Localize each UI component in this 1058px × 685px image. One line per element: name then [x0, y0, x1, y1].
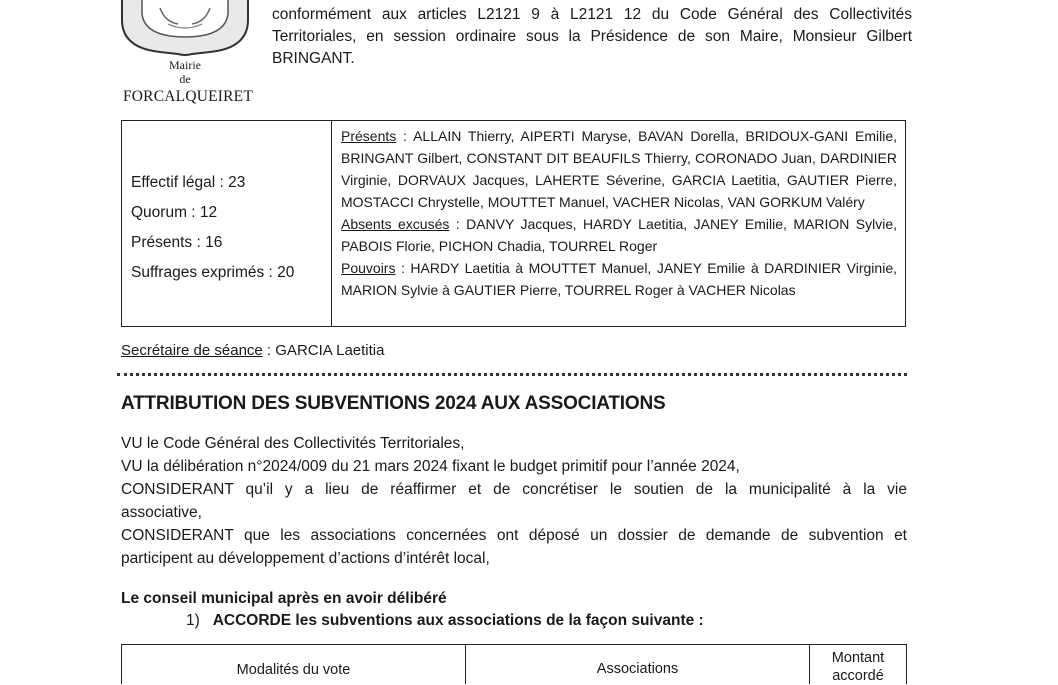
- vu-cgct: VU le Code Général des Collectivités Territoriales,: [121, 435, 465, 452]
- accorde-rest: les subventions aux associations de la façon suivante :: [291, 612, 704, 629]
- secretaire-de-seance: [121, 342, 385, 359]
- pouvoirs-list: : HARDY Laetitia à MOUTTET Manuel, JANEY Emilie à DARDINIER Virginie, MARION Sylvie à GAUTIER Pierre, TOURREL Roger à VACHER Nicolas: [341, 260, 897, 298]
- conseil-deliberation: Le conseil municipal après en avoir délibéré: [121, 590, 447, 607]
- accorde-number: 1): [186, 612, 200, 629]
- deliberation-title: ATTRIBUTION DES SUBVENTIONS 2024 AUX ASSOCIATIONS: [121, 393, 666, 414]
- considerant-1-line-2: associative,: [121, 504, 202, 521]
- votes-table: [121, 644, 907, 684]
- header-modalites: Modalités du vote: [122, 645, 466, 684]
- commune-crest: [120, 0, 250, 56]
- suffrages-exprimes: Suffrages exprimés : 20: [131, 264, 295, 281]
- considerants: [121, 432, 907, 570]
- header-associations: Associations: [466, 645, 810, 684]
- absents-paragraph: [341, 213, 897, 257]
- intro-paragraph: conformément aux articles L2121 9 à L2121 12 du Code Général des Collectivités Territoriales, en session ordinaire sous la Présidence de son Maire, Monsieur Gilbert BRINGANT.: [272, 6, 912, 67]
- mairie-label: Mairie de: [169, 58, 201, 86]
- quorum: Quorum : 12: [131, 204, 218, 221]
- header-montant: Montant accordé: [831, 650, 885, 684]
- absents-label: Absents excusés: [341, 216, 450, 232]
- commune-name: FORCALQUEIRET: [122, 88, 254, 105]
- presents-label: Présents: [341, 128, 397, 144]
- presents-paragraph: [341, 125, 897, 213]
- presents-list: : ALLAIN Thierry, AIPERTI Maryse, BAVAN Dorella, BRIDOUX-GANI Emilie, BRINGANT Gilbert, CONSTANT DIT BEAUFILS Thierry, CORONADO Juan, DARDINIER Virginie, DORVAUX Jacques, LAHERTE Séverine, GARCIA Laetitia, GAUTIER Pierre, MOSTACCI Chrystelle, MOUTTET Manuel, VACHER Nicolas, VAN GORKUM Valéry: [341, 128, 897, 210]
- vu-deliberation: VU la délibération n°2024/009 du 21 mars 2024 fixant le budget primitif pour l’année 2024,: [121, 458, 740, 475]
- considerant-1-line-1: CONSIDERANT qu’il y a lieu de réaffirmer et de concrétiser le soutien de la municipalité à la vie: [121, 481, 907, 498]
- absents-list: : DANVY Jacques, HARDY Laetitia, JANEY Emilie, MARION Sylvie, PABOIS Florie, PICHON Chadia, TOURREL Roger: [341, 216, 897, 254]
- considerant-2-line-1: CONSIDERANT que les associations concernées ont déposé un dossier de demande de subvention et: [121, 527, 907, 544]
- secretaire-label: Secrétaire de séance: [121, 342, 263, 359]
- attendance-divider: [331, 121, 332, 326]
- attendance-list: [341, 125, 897, 301]
- effectif-legal: Effectif légal : 23: [131, 174, 246, 191]
- considerant-2-line-2: participent au développement d’actions d’intérêt local,: [121, 550, 490, 567]
- dotted-separator: [117, 373, 907, 376]
- pouvoirs-paragraph: [341, 257, 897, 301]
- attendance-stats: [131, 168, 294, 288]
- accorde-item: [186, 612, 704, 630]
- secretaire-value: : GARCIA Laetitia: [262, 342, 385, 359]
- accorde-verb: ACCORDE: [212, 612, 292, 629]
- pouvoirs-label: Pouvoirs: [341, 260, 396, 276]
- attendance-box: [121, 120, 906, 327]
- presents-count: Présents : 16: [131, 234, 223, 251]
